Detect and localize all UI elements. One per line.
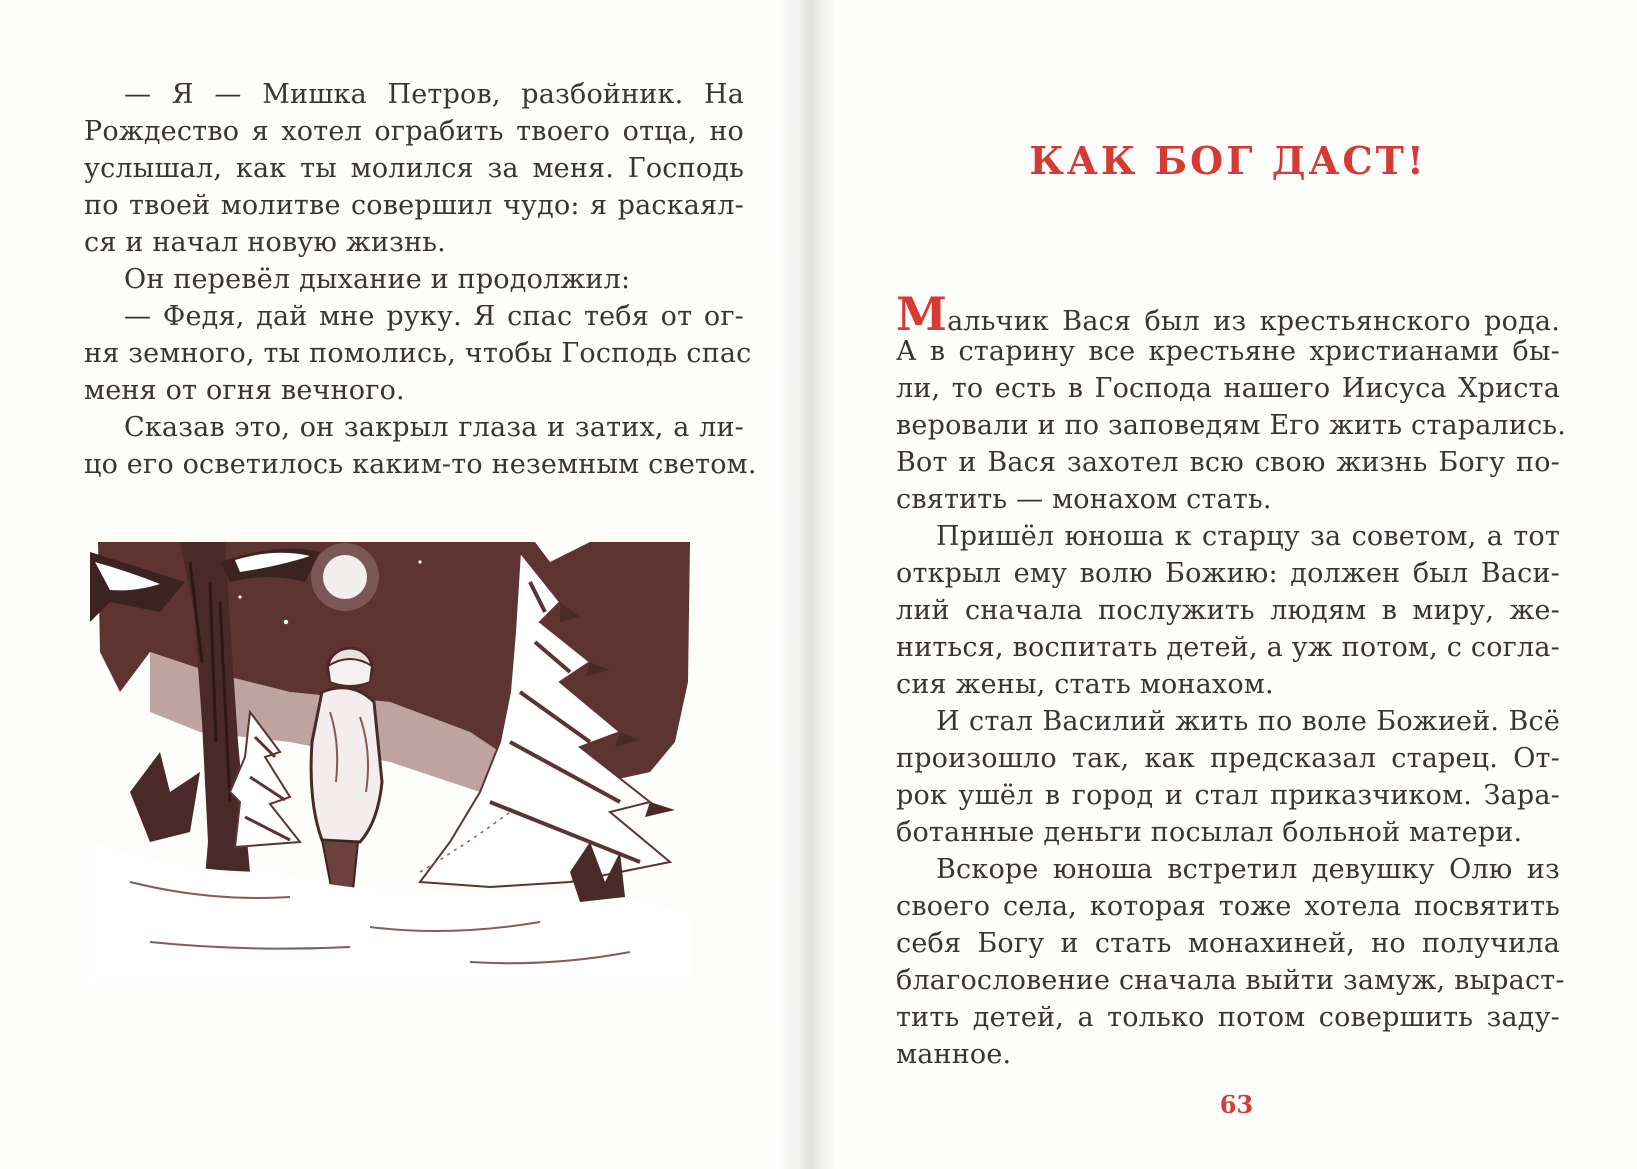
text-line: ботанные деньги посылал больной матери. bbox=[896, 817, 1523, 848]
book-gutter bbox=[778, 0, 836, 1169]
text-line: веровали и по заповедям Его жить старались. bbox=[896, 410, 1567, 441]
text-line: Он перевёл дыхание и продолжил: bbox=[124, 264, 631, 295]
text-line: А в старину все крестьяне христианами бы- bbox=[896, 336, 1560, 367]
text-line: себя Богу и стать монахиней, но получила bbox=[896, 928, 1560, 959]
text-line: цо его осветилось каким-то неземным светом. bbox=[84, 449, 757, 480]
drop-cap: М bbox=[896, 287, 948, 341]
right-page bbox=[836, 0, 1637, 1169]
text-line: Сказав это, он закрыл глаза и затих, а ли- bbox=[124, 412, 744, 443]
left-page bbox=[0, 0, 778, 1169]
text-line: Вскоре юноша встретил девушку Олю из bbox=[936, 854, 1560, 885]
text-line: ниться, воспитать детей, а уж потом, с согла- bbox=[896, 632, 1560, 663]
text-line: благословение сначала выйти замуж, выраст- bbox=[896, 965, 1565, 996]
text-line: своего села, которая тоже хотела посвятить bbox=[896, 891, 1560, 922]
text-line: услышал, как ты молился за меня. Господь bbox=[84, 153, 744, 184]
text-line: Вот и Вася захотел всю свою жизнь Богу по- bbox=[896, 447, 1560, 478]
text-line: манное. bbox=[896, 1039, 1012, 1070]
left-page-text bbox=[84, 76, 757, 483]
text-line: тить детей, а только потом совершить заду- bbox=[896, 1002, 1560, 1033]
text-line: ся и начал новую жизнь. bbox=[84, 227, 446, 258]
right-page-text bbox=[896, 287, 1567, 1073]
text-line: меня от огня вечного. bbox=[84, 375, 405, 406]
text-line: произошло так, как предсказал старец. От- bbox=[896, 743, 1560, 774]
text-line: Пришёл юноша к старцу за советом, а тот bbox=[936, 521, 1560, 552]
chapter-title: КАК БОГ ДАСТ! bbox=[1029, 138, 1427, 183]
winter-forest-illustration bbox=[90, 542, 710, 982]
text-line: — Федя, дай мне руку. Я спас тебя от ог- bbox=[124, 301, 744, 332]
text-line: сия жены, стать монахом. bbox=[896, 669, 1274, 700]
text-line bbox=[896, 287, 1560, 341]
text-line: лий сначала послужить людям в миру, же- bbox=[896, 595, 1560, 626]
text-line: Рождество я хотел ограбить твоего отца, но bbox=[84, 116, 744, 147]
text-line: святить — монахом стать. bbox=[896, 484, 1272, 515]
text-line: открыл ему волю Божию: должен был Васи- bbox=[896, 558, 1560, 589]
text-line-rest: альчик Вася был из крестьянского рода. bbox=[947, 306, 1560, 337]
text-line: ня земного, ты помолись, чтобы Господь спас bbox=[84, 338, 752, 369]
text-line: ли, то есть в Господа нашего Иисуса Христа bbox=[896, 373, 1560, 404]
text-line: рок ушёл в город и стал приказчиком. Зара- bbox=[896, 780, 1560, 811]
text-line: И стал Василий жить по воле Божией. Всё bbox=[936, 706, 1560, 737]
text-line: — Я — Мишка Петров, разбойник. На bbox=[124, 79, 744, 110]
page-number: 63 bbox=[1219, 1090, 1254, 1119]
text-line: по твоей молитве совершил чудо: я раскаял- bbox=[84, 190, 744, 221]
